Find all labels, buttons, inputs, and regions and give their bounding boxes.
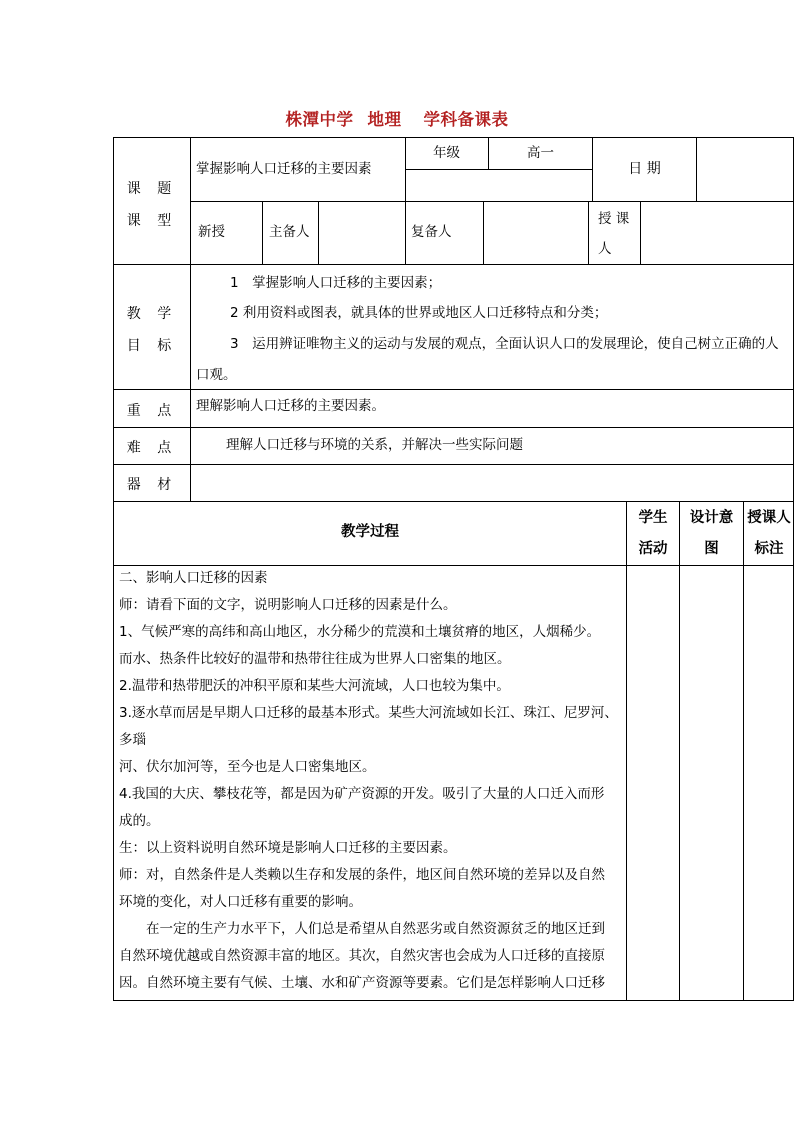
- student-activity-line2: 活动: [638, 541, 668, 557]
- date-label: 日 期: [628, 161, 661, 177]
- teacher-notes-line2: 标注: [754, 541, 784, 557]
- label-type: 课 型: [126, 213, 178, 229]
- grid-line: [113, 501, 794, 502]
- main-preparer-label: 主备人: [269, 224, 310, 240]
- label-topic: 课 题: [126, 181, 178, 197]
- process-line: 1、气候严寒的高纬和高山地区，水分稀少的荒漠和土壤贫瘠的地区，人烟稀少。: [119, 624, 601, 640]
- process-title: 教学过程: [341, 524, 399, 540]
- equipment-label: 器 材: [126, 477, 178, 493]
- process-line: 4.我国的大庆、攀枝花等，都是因为矿产资源的开发。吸引了大量的人口迁入而形: [119, 786, 605, 802]
- grid-line: [262, 201, 263, 264]
- grid-line: [679, 501, 680, 1001]
- grid-line: [588, 201, 589, 264]
- grade-value: 高一: [527, 145, 554, 161]
- process-line: 二、影响人口迁移的因素: [119, 570, 268, 586]
- goal-item-2: 2 利用资料或图表，就具体的世界或地区人口迁移特点和分类；: [230, 305, 608, 321]
- design-intent-line1: 设计意: [689, 510, 734, 526]
- grid-line: [113, 427, 794, 428]
- teacher-label-line2: 人: [598, 241, 612, 257]
- process-line: 生：以上资料说明自然环境是影响人口迁移的主要因素。: [119, 840, 457, 856]
- grid-line: [113, 137, 794, 138]
- process-line: 而水、热条件比较好的温带和热带往往成为世界人口密集的地区。: [119, 651, 511, 667]
- goals-label-2: 目 标: [126, 338, 178, 354]
- grid-line: [405, 137, 406, 201]
- process-line: 师：对，自然条件是人类赖以生存和发展的条件，地区间自然环境的差异以及自然: [119, 867, 605, 883]
- grid-line: [626, 501, 627, 1001]
- grid-line: [743, 501, 744, 1001]
- goal-item-1: 1 掌握影响人口迁移的主要因素；: [230, 275, 442, 291]
- grid-line: [113, 137, 114, 1001]
- process-line: 多瑙: [119, 732, 146, 748]
- grid-line: [405, 169, 592, 170]
- teacher-notes-line1: 授课人: [747, 510, 791, 526]
- grid-line: [640, 201, 641, 264]
- goals-label-1: 教 学: [126, 306, 178, 322]
- process-line: 3.逐水草而居是早期人口迁移的最基本形式。某些大河流域如长江、珠江、尼罗河、: [119, 705, 618, 721]
- teacher-label: [598, 204, 629, 264]
- form-title: [0, 106, 794, 130]
- goal-item-3: 3 运用辨证唯物主义的运动与发展的观点，全面认识人口的发展理论，使自己树立正确的人: [230, 336, 779, 352]
- type-value: 新授: [198, 224, 225, 240]
- process-line: 师：请看下面的文字，说明影响人口迁移的因素是什么。: [119, 597, 457, 613]
- grid-line: [113, 464, 794, 465]
- subject-name: 地理: [367, 110, 402, 129]
- topic-value: 掌握影响人口迁移的主要因素: [196, 161, 372, 177]
- process-line: 2.温带和热带肥沃的冲积平原和某些大河流域，人口也较为集中。: [119, 678, 510, 694]
- process-line: 在一定的生产力水平下，人们总是希望从自然恶劣或自然资源贫乏的地区迁到: [119, 921, 605, 937]
- design-intent-line2: 图: [704, 541, 719, 557]
- process-line: 河、伏尔加河等，至今也是人口密集地区。: [119, 759, 376, 775]
- process-line: 成的。: [119, 813, 160, 829]
- grid-line: [190, 201, 794, 202]
- design-intent-header: [680, 503, 743, 565]
- grid-line: [318, 201, 319, 264]
- grid-line: [113, 1000, 794, 1001]
- grid-line: [113, 389, 794, 390]
- process-line: 自然环境优越或自然资源丰富的地区。其次，自然灾害也会成为人口迁移的直接原: [119, 948, 605, 964]
- key-point-label: 重 点: [126, 403, 178, 419]
- grid-line: [113, 264, 794, 265]
- grade-label: 年级: [433, 145, 460, 161]
- difficulty-label: 难 点: [126, 440, 178, 456]
- grid-line: [483, 201, 484, 264]
- grid-line: [405, 201, 406, 264]
- goal-item-4: 口观。: [196, 367, 237, 383]
- student-activity-header: [627, 503, 679, 565]
- teacher-label-line1: 授 课: [598, 211, 630, 227]
- form-name: 学科备课表: [423, 110, 509, 129]
- teacher-notes-header: [744, 503, 794, 565]
- grid-line: [190, 137, 191, 501]
- grid-line: [696, 137, 697, 201]
- student-activity-line1: 学生: [638, 510, 668, 526]
- difficulty-value: 理解人口迁移与环境的关系，并解决一些实际问题: [226, 437, 523, 453]
- school-name: 株潭中学: [285, 110, 354, 129]
- key-point-value: 理解影响人口迁移的主要因素。: [196, 398, 385, 414]
- process-line: 因。自然环境主要有气候、土壤、水和矿产资源等要素。它们是怎样影响人口迁移: [119, 975, 605, 991]
- re-preparer-label: 复备人: [411, 224, 452, 240]
- process-line: 环境的变化，对人口迁移有重要的影响。: [119, 894, 362, 910]
